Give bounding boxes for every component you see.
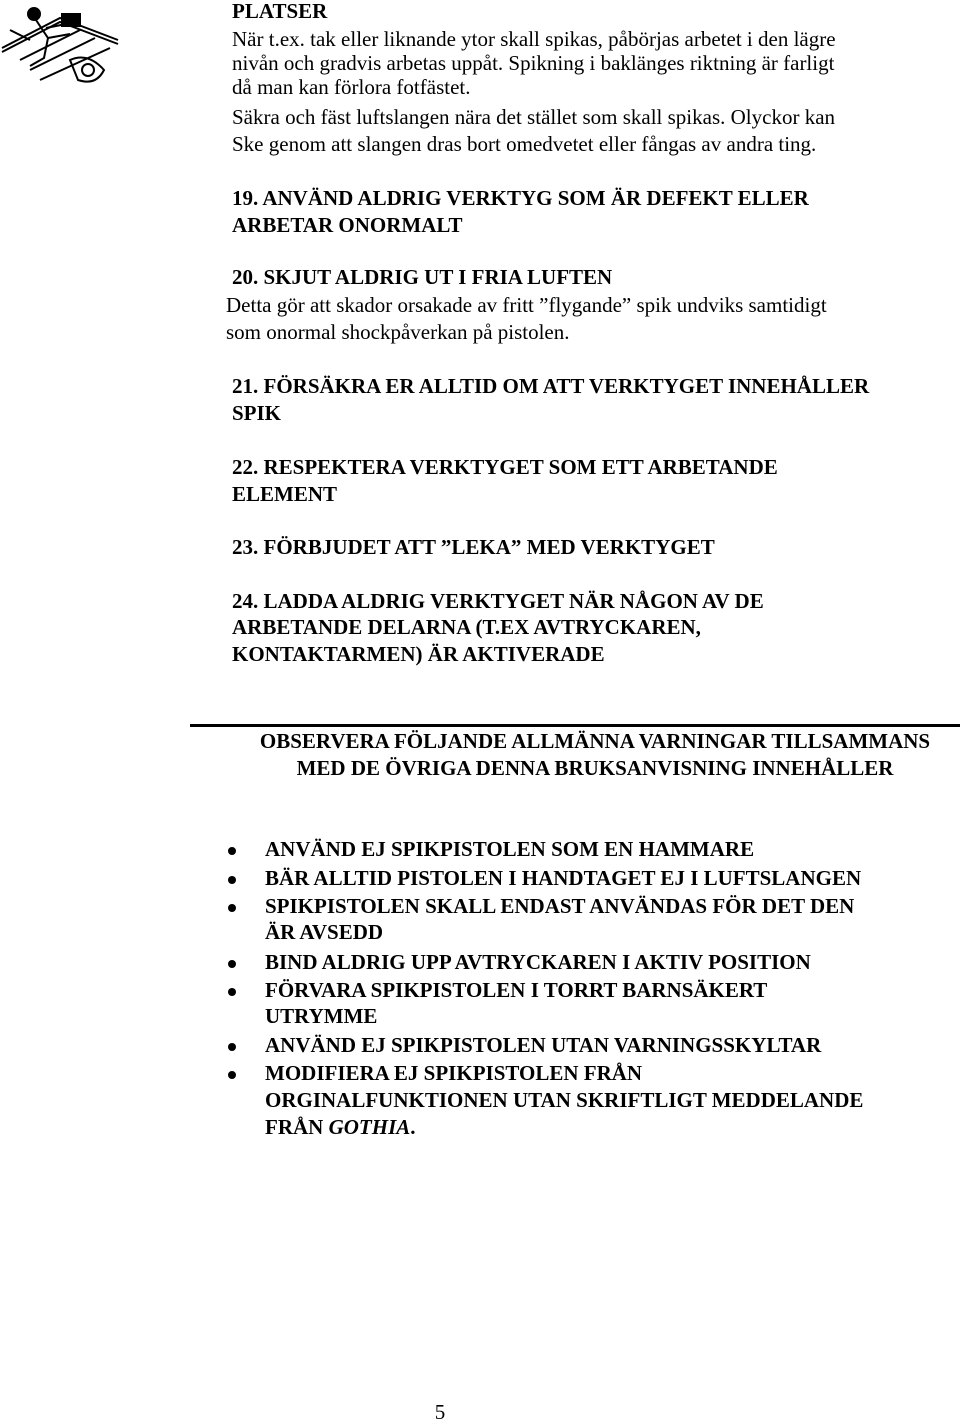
bullet-dot xyxy=(228,904,236,912)
rule-heading: 21. FÖRSÄKRA ER ALLTID OM ATT VERKTYGET INNEHÅLLER xyxy=(232,374,870,398)
brand-name: GOTHIA xyxy=(328,1115,411,1139)
rule-heading: ARBETANDE DELARNA (T.EX AVTRYCKAREN, xyxy=(232,615,701,639)
section-title: PLATSER xyxy=(232,0,328,23)
list-item: ANVÄND EJ SPIKPISTOLEN SOM EN HAMMARE xyxy=(265,837,755,861)
list-item: UTRYMME xyxy=(265,1004,378,1028)
bullet-dot xyxy=(228,876,236,884)
list-item: ANVÄND EJ SPIKPISTOLEN UTAN VARNINGSSKYLTAR xyxy=(265,1033,822,1057)
list-item-text: . xyxy=(410,1115,416,1139)
rule-heading: 22. RESPEKTERA VERKTYGET SOM ETT ARBETANDE xyxy=(232,455,778,479)
list-item: FÖRVARA SPIKPISTOLEN I TORRT BARNSÄKERT xyxy=(265,978,768,1002)
list-item: MODIFIERA EJ SPIKPISTOLEN FRÅN xyxy=(265,1061,643,1085)
notice-line: MED DE ÖVRIGA DENNA BRUKSANVISNING INNEHÅLLER xyxy=(296,756,894,780)
rule-heading: 23. FÖRBJUDET ATT ”LEKA” MED VERKTYGET xyxy=(232,535,715,559)
list-item: ORGINALFUNKTIONEN UTAN SKRIFTLIGT MEDDELANDE xyxy=(265,1088,864,1112)
page-number: 5 xyxy=(434,1400,446,1424)
header-line: nivån och gradvis arbetas uppåt. Spikning i baklänges riktning är farligt xyxy=(232,51,835,75)
list-item-text: FRÅN xyxy=(265,1115,329,1139)
list-item: BIND ALDRIG UPP AVTRYCKAREN I AKTIV POSITION xyxy=(265,950,811,974)
list-item: BÄR ALLTID PISTOLEN I HANDTAGET EJ I LUFTSLANGEN xyxy=(265,866,862,890)
bullet-dot xyxy=(228,960,236,968)
roof-worker-illustration xyxy=(0,0,120,90)
header-line: När t.ex. tak eller liknande ytor skall spikas, påbörjas arbetet i den lägre xyxy=(232,27,836,51)
notice-line: OBSERVERA FÖLJANDE ALLMÄNNA VARNINGAR TILLSAMMANS xyxy=(259,729,931,753)
rule-heading: ARBETAR ONORMALT xyxy=(232,213,463,237)
rule-heading: SPIK xyxy=(232,401,282,425)
bullet-dot xyxy=(228,1071,236,1079)
bullet-dot xyxy=(228,847,236,855)
rule-heading: 24. LADDA ALDRIG VERKTYGET NÄR NÅGON AV DE xyxy=(232,589,764,613)
rule-heading: KONTAKTARMEN) ÄR AKTIVERADE xyxy=(232,642,605,666)
bullet-dot xyxy=(228,1043,236,1051)
header-line: Säkra och fäst luftslangen nära det stället som skall spikas. Olyckor kan xyxy=(232,105,836,129)
rule-heading: 20. SKJUT ALDRIG UT I FRIA LUFTEN xyxy=(232,265,613,289)
header-line: då man kan förlora fotfästet. xyxy=(232,75,471,99)
rule-body: som onormal shockpåverkan på pistolen. xyxy=(226,320,570,344)
list-item xyxy=(265,1114,416,1141)
header-line: Ske genom att slangen dras bort omedvetet eller fångas av andra ting. xyxy=(232,132,817,156)
rule-body: Detta gör att skador orsakade av fritt ”flygande” spik undviks samtidigt xyxy=(226,293,827,317)
list-item: ÄR AVSEDD xyxy=(265,920,384,944)
bullet-dot xyxy=(228,988,236,996)
list-item: SPIKPISTOLEN SKALL ENDAST ANVÄNDAS FÖR DET DEN xyxy=(265,894,855,918)
horizontal-divider xyxy=(190,724,960,727)
rule-heading: ELEMENT xyxy=(232,482,338,506)
rule-heading: 19. ANVÄND ALDRIG VERKTYG SOM ÄR DEFEKT ELLER xyxy=(232,186,809,210)
